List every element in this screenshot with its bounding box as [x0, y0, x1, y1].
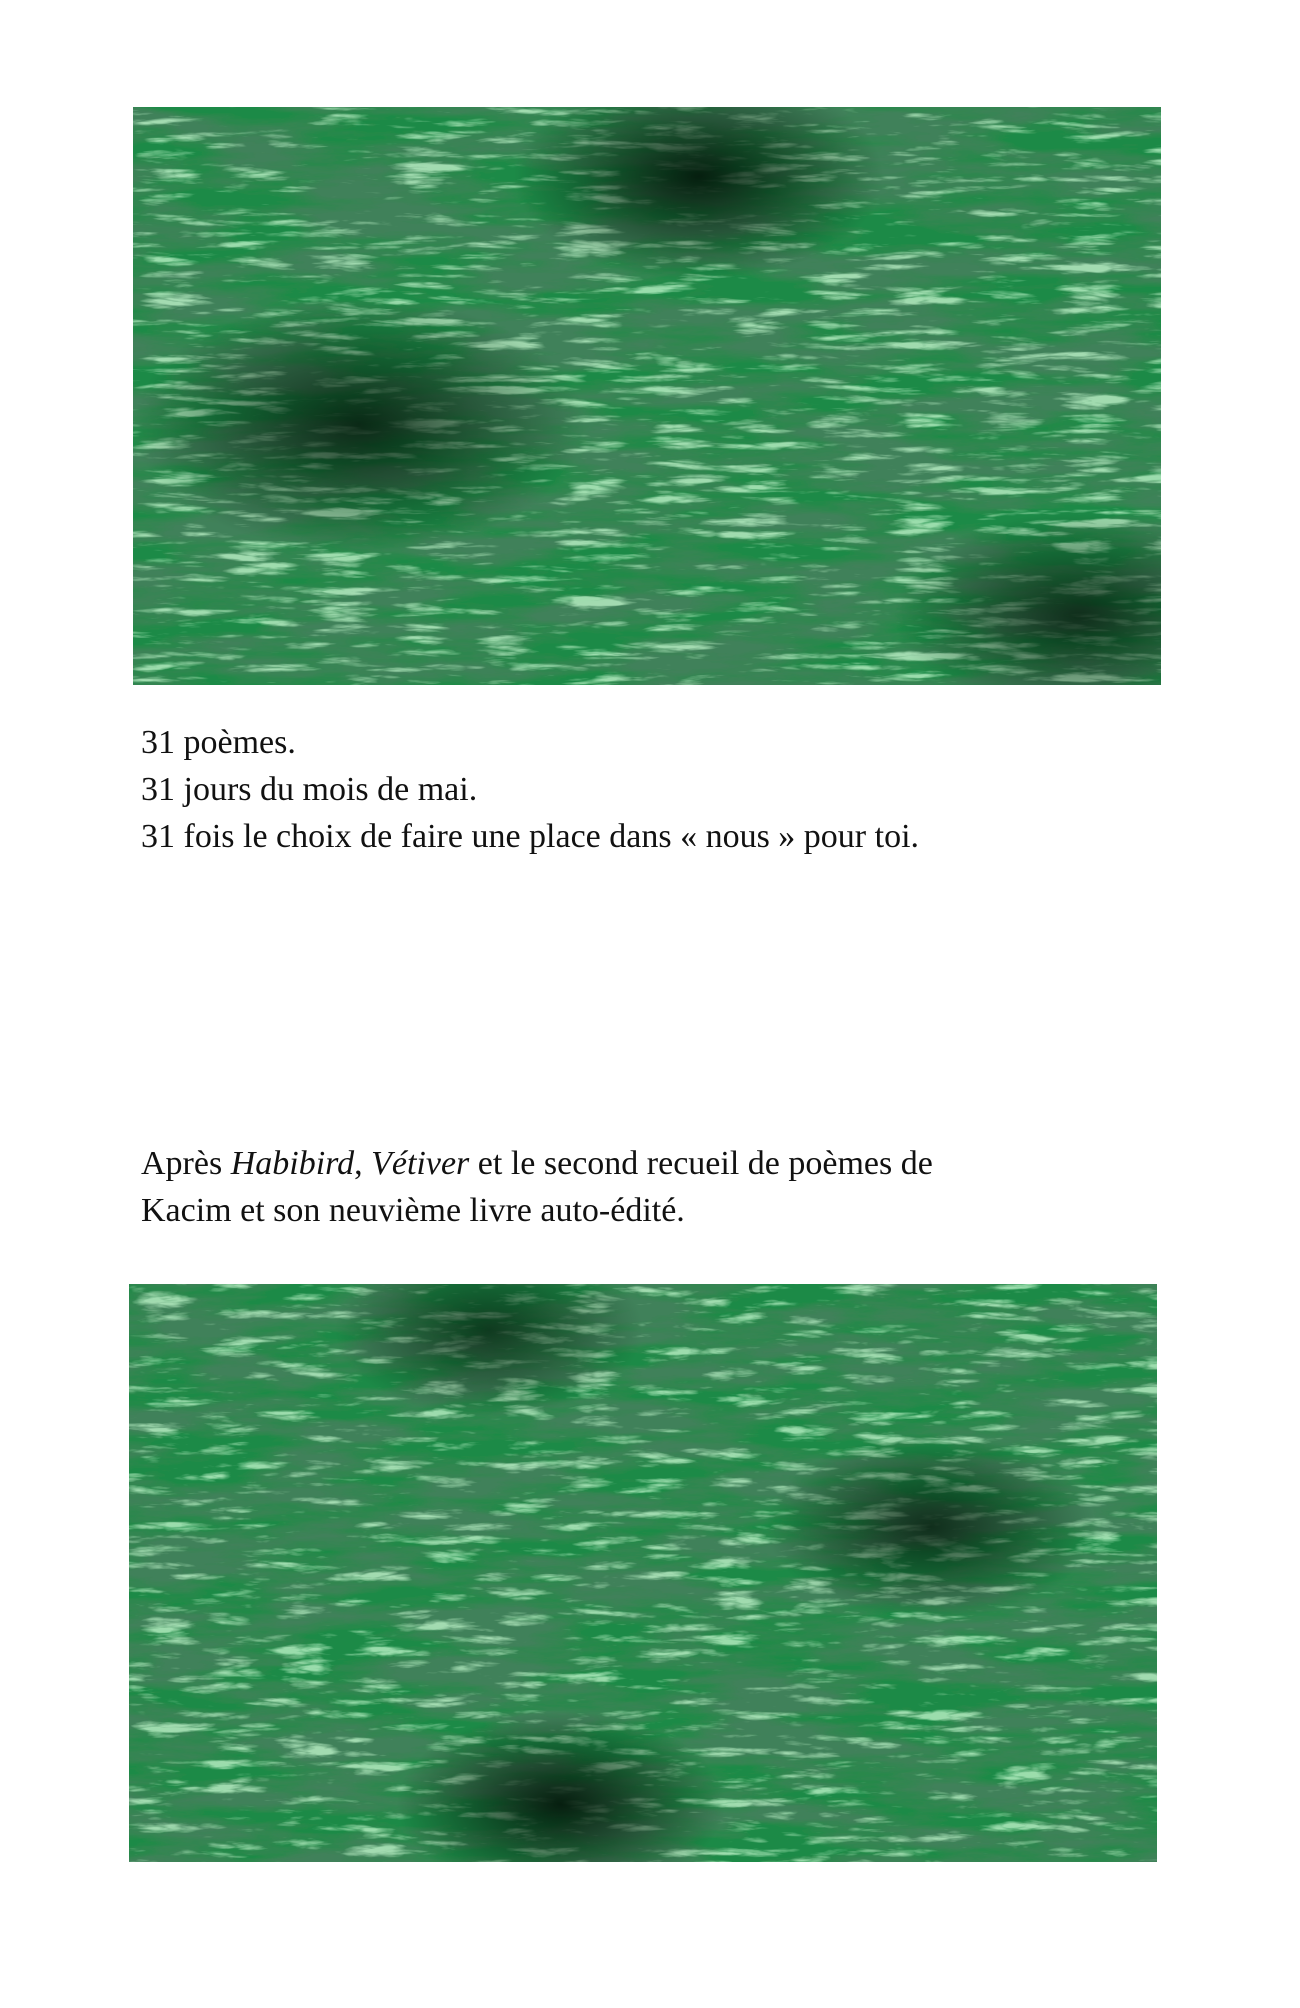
- verse-line-2: 31 jours du mois de mai.: [141, 771, 478, 808]
- verse-line-3: 31 fois le choix de faire une place dans « nous » pour toi.: [141, 818, 920, 855]
- about-line-1-rest: et le second recueil de poèmes de: [469, 1145, 933, 1182]
- verse-lines: [141, 719, 1181, 860]
- title-vetiver: Vétiver: [371, 1145, 470, 1182]
- fur-texture-bottom: [129, 1284, 1157, 1862]
- title-habibird: Habibird: [230, 1145, 355, 1182]
- about-paragraph: [141, 1140, 1181, 1234]
- about-line-1: [141, 1140, 1181, 1187]
- verse-line-1: 31 poèmes.: [141, 724, 296, 761]
- fur-image-top: [133, 107, 1161, 685]
- fur-image-bottom: [129, 1284, 1157, 1862]
- about-line-2: Kacim et son neuvième livre auto-édité.: [141, 1192, 685, 1229]
- about-separator: ,: [354, 1145, 372, 1182]
- fur-texture-top: [133, 107, 1161, 685]
- about-prefix: Après: [141, 1145, 231, 1182]
